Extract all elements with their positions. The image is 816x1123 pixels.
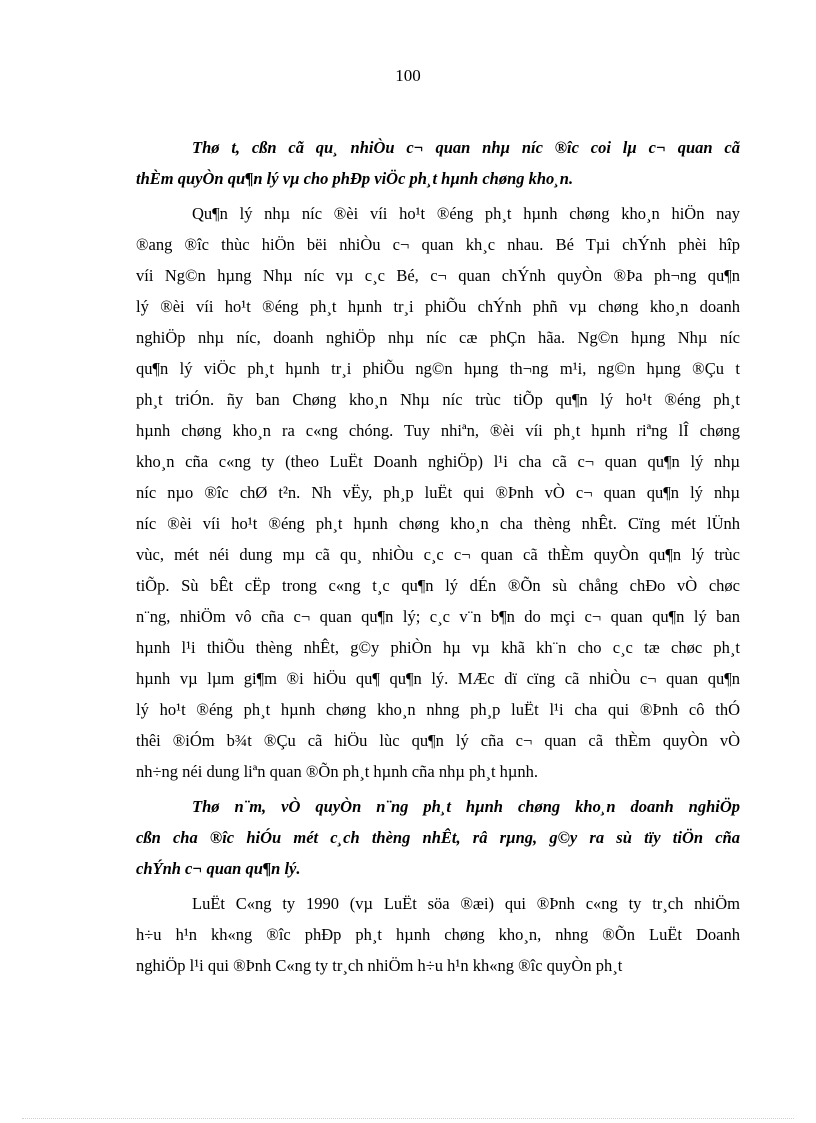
text-line: hµnh l¹i thiÕu thèng nhÊt, g©y phiÒn hµ vµ khã kh¨n cho c¸c tæ chøc ph¸t: [136, 638, 740, 657]
text-line: ®ang ®îc thùc hiÖn bëi nhiÒu c¬ quan kh¸c nhau. Bé Tµi chÝnh phèi hîp: [136, 235, 740, 254]
text-line: cßn cha ®îc hiÓu mét c¸ch thèng nhÊt, râ rµng, g©y ra sù tïy tiÖn cña: [136, 828, 740, 847]
text-line: níc ®èi víi ho¹t ®éng ph¸t hµnh chøng kho¸n cha thèng nhÊt. Cïng mét lÜnh: [136, 514, 740, 533]
text-line: hµnh vµ lµm gi¶m ®i hiÖu qu¶ qu¶n lý. MÆc dï cïng cã nhiÒu c¬ quan qu¶n: [136, 669, 740, 688]
page-bottom-border: [22, 1118, 794, 1119]
text-line: nh÷ng néi dung liªn quan ®Õn ph¸t hµnh cña nhµ ph¸t hµnh.: [136, 762, 539, 781]
text-line: lý ho¹t ®éng ph¸t hµnh chøng kho¸n nhng ph¸p luËt l¹i cha qui ®Þnh cô thÓ: [136, 700, 740, 719]
document-body: [136, 132, 740, 985]
text-line: thÈm quyÒn qu¶n lý vµ cho phÐp viÖc ph¸t hµnh chøng kho¸n.: [136, 169, 574, 188]
body-paragraph: [136, 888, 740, 981]
text-line: thêi ®iÓm b¾t ®Çu cã hiÖu lùc qu¶n lý cña c¬ quan cã thÈm quyÒn vÒ: [136, 731, 740, 750]
text-line: níc nµo ®îc chØ t²n. Nh vËy, ph¸p luËt qui ®Þnh vÒ c¬ quan qu¶n lý nhµ: [136, 483, 740, 502]
text-line: chÝnh c¬ quan qu¶n lý.: [136, 859, 301, 878]
page-number: 100: [395, 66, 421, 85]
text-line: LuËt C«ng ty 1990 (vµ LuËt söa ®æi) qui ®Þnh c«ng ty tr¸ch nhiÖm: [192, 894, 740, 913]
text-line: Thø n¨m, vÒ quyÒn n¨ng ph¸t hµnh chøng kho¸n doanh nghiÖp: [192, 797, 740, 816]
text-line: qu¶n lý viÖc ph¸t hµnh tr¸i phiÕu ng©n hµng th¬ng m¹i, ng©n hµng ®Çu t: [136, 359, 740, 378]
text-line: ph¸t triÓn. ñy ban Chøng kho¸n Nhµ níc trùc tiÕp qu¶n lý ho¹t ®éng ph¸t: [136, 390, 740, 409]
body-paragraph: [136, 198, 740, 787]
text-line: h÷u h¹n kh«ng ®îc phÐp ph¸t hµnh chøng kho¸n, nhng ®Õn LuËt Doanh: [136, 925, 740, 944]
text-line: Qu¶n lý nhµ níc ®èi víi ho¹t ®éng ph¸t hµnh chøng kho¸n hiÖn nay: [192, 204, 740, 223]
text-line: tiÕp. Sù bÊt cËp trong c«ng t¸c qu¶n lý dÉn ®Õn sù chång chÐo vÒ chøc: [136, 576, 740, 595]
text-line: víi Ng©n hµng Nhµ níc vµ c¸c Bé, c¬ quan chÝnh quyÒn ®Þa ph¬ng qu¶n: [136, 266, 740, 285]
section-heading-paragraph: [136, 132, 740, 194]
text-line: n¨ng, nhiÖm vô cña c¬ quan qu¶n lý; c¸c v¨n b¶n do mçi c¬ quan qu¶n lý ban: [136, 607, 740, 626]
section-heading-paragraph: [136, 791, 740, 884]
text-line: nghiÖp l¹i qui ®Þnh C«ng ty tr¸ch nhiÖm h÷u h¹n kh«ng ®îc quyÒn ph¸t: [136, 956, 623, 975]
text-line: kho¸n cña c«ng ty (theo LuËt Doanh nghiÖp) l¹i cha cã c¬ quan qu¶n lý nhµ: [136, 452, 740, 471]
text-line: hµnh chøng kho¸n ra c«ng chóng. Tuy nhiªn, ®èi víi ph¸t hµnh riªng lÎ chøng: [136, 421, 740, 440]
text-line: Thø t, cßn cã qu¸ nhiÒu c¬ quan nhµ níc ®îc coi lµ c¬ quan cã: [192, 138, 740, 157]
text-line: nghiÖp nhµ níc, doanh nghiÖp nhµ níc cæ phÇn hãa. Ng©n hµng Nhµ níc: [136, 328, 740, 347]
text-line: vùc, mét néi dung mµ cã qu¸ nhiÒu c¸c c¬ quan cã thÈm quyÒn qu¶n lý trùc: [136, 545, 740, 564]
text-line: lý ®èi víi ho¹t ®éng ph¸t hµnh tr¸i phiÕu chÝnh phñ vµ chøng kho¸n doanh: [136, 297, 740, 316]
